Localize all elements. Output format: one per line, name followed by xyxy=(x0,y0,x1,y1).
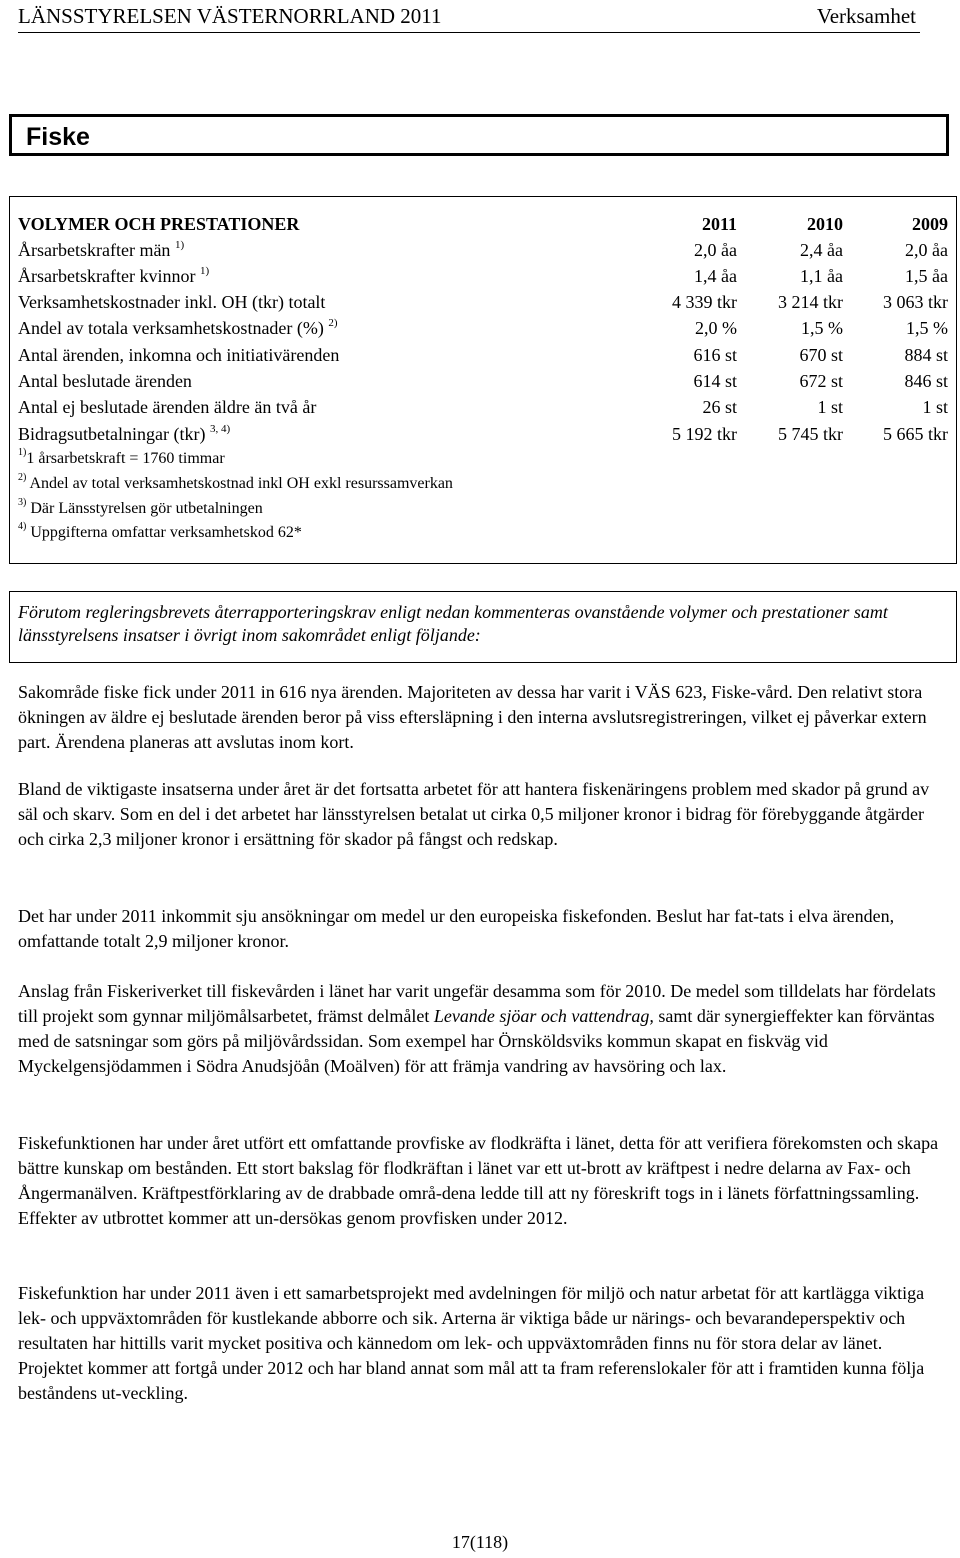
cell-2009: 5 665 tkr xyxy=(883,424,948,444)
cell-2011: 5 192 tkr xyxy=(672,424,737,444)
paragraph-1: Sakområde fiske fick under 2011 in 616 nya ärenden. Majoriteten av dessa har varit i VÄS 623, Fiske-vård. Den relativt stora ökningen av äldre ej beslutade ärenden beror på viss eftersläpning i den interna avslutsregistreringen, vilket ej påverkar extern part. Ärendena planeras att avslutas inom kort. xyxy=(18,682,927,752)
paragraph-4-italic: Levande sjöar och vattendrag, xyxy=(433,1006,654,1026)
cell-2011: 26 st xyxy=(702,397,737,417)
row-label: Antal ej beslutade ärenden äldre än två år xyxy=(18,397,317,417)
footnote: $^{2)}$ Andel av total verksamhetskostnad inkl OH exkl resurssamverkan xyxy=(18,472,453,492)
cell-2009: 3 063 tkr xyxy=(883,292,948,312)
year-2010: 2010 xyxy=(807,214,843,234)
row-label: Antal ärenden, inkomna och initiativärenden xyxy=(18,345,340,365)
row-label: Andel av totala verksamhetskostnader (%) $^{2)}$ xyxy=(18,317,338,338)
cell-2010: 1 st xyxy=(817,397,843,417)
row-label: Årsarbetskrafter män $^{1)}$ xyxy=(18,239,185,260)
table-header-row xyxy=(18,213,948,239)
footnote: $^{4)}$ Uppgifterna omfattar verksamhetskod 62* xyxy=(18,521,302,541)
year-2009: 2009 xyxy=(912,214,948,234)
cell-2011: 1,4 åa xyxy=(694,266,737,286)
running-header-section: Verksamhet xyxy=(816,4,916,28)
row-label: Antal beslutade ärenden xyxy=(18,371,192,391)
cell-2010: 670 st xyxy=(799,345,843,365)
paragraph-5: Fiskefunktionen har under året utfört ett omfattande provfiske av flodkräfta i länet, detta för att verifiera förekomsten och skapa bättre kunskap om bestånden. Ett stort bakslag för flodkräftan i länet var ett ut-brott av kräftpest i nedre delarna av Fax- och Ångermanälven. Kräftpestförklaring av de drabbade områ-dena ledde till att ny föreskrift togs in i länets författningssamling. Effekter av utbrottet kommer att un-dersökas genom provfisken under 2012. xyxy=(18,1133,939,1228)
footnote: $^{3)}$ Där Länsstyrelsen gör utbetalningen xyxy=(18,497,263,517)
cell-2009: 1,5 % xyxy=(906,318,948,338)
row-label: Bidragsutbetalningar (tkr) $^{3, 4)}$ xyxy=(18,423,231,444)
table-row xyxy=(18,396,948,422)
paragraph-4: Anslag från Fiskeriverket till fiskevården i länet har varit ungefär desamma som för 2010. De medel som tilldelats har fördelats till projekt som gynnar miljömålsarbetet, främst delmålet Levande sjöar och vattendrag, samt där synergieffekter kan förväntas med de satsningar som görs på miljövårdssidan. Som exempel har Örnsköldsviks kommun skapat en fiskväg vid Myckelgensjödammen i Södra Anudsjöån (Moälven) för att främja vandring av havsöring och lax. xyxy=(18,981,936,1076)
cell-2009: 2,0 åa xyxy=(905,240,948,260)
cell-2010: 672 st xyxy=(799,371,843,391)
cell-2011: 614 st xyxy=(693,371,737,391)
cell-2010: 5 745 tkr xyxy=(778,424,843,444)
table-row xyxy=(18,423,948,449)
intro-text: Förutom regleringsbrevets återrapporteringskrav enligt nedan kommenteras ovanstående volymer och prestationer samt länsstyrelsens insatser i övrigt inom sakområdet enligt följande: xyxy=(18,602,888,645)
cell-2010: 1,1 åa xyxy=(800,266,843,286)
cell-2010: 3 214 tkr xyxy=(778,292,843,312)
section-title: Fiske xyxy=(26,123,90,151)
table-row xyxy=(18,239,948,265)
section-heading-box xyxy=(9,114,949,156)
paragraph-6: Fiskefunktion har under 2011 även i ett samarbetsprojekt med avdelningen för miljö och natur arbetat för att kartlägga viktiga lek- och uppväxtområden för kustlekande abborre och sik. Arterna är viktiga både ur närings- och bevarandeperspektiv och resultaten har hittills varit mycket positiva och kännedom om lek- och uppväxtområden finns nu för stora delar av länet. Projektet kommer att fortgå under 2012 och har bland annat som mål att ta fram referenslokaler för att i framtiden kunna följa beståndens ut-veckling. xyxy=(18,1283,925,1403)
table-row xyxy=(18,317,948,343)
paragraph-3: Det har under 2011 inkommit sju ansökningar om medel ur den europeiska fiskefonden. Beslut har fat-tats i elva ärenden, omfattande totalt 2,9 miljoner kronor. xyxy=(18,906,895,951)
cell-2009: 846 st xyxy=(904,371,948,391)
footnote: $^{1)}$1 årsarbetskraft = 1760 timmar xyxy=(18,447,225,467)
page-number: 17(118) xyxy=(451,1532,509,1552)
paragraph-2: Bland de viktigaste insatserna under året är det fortsatta arbetet för att hantera fiskenäringens problem med skador på grund av säl och skarv. Som en del i det arbetet har länsstyrelsen betalat ut cirka 0,5 miljoner kronor i bidrag för förebyggande åtgärder och cirka 2,3 miljoner kronor i ersättning för skador på fångst och redskap. xyxy=(18,779,930,849)
cell-2010: 1,5 % xyxy=(801,318,843,338)
table-title: VOLYMER OCH PRESTATIONER xyxy=(18,214,300,234)
cell-2009: 1,5 åa xyxy=(905,266,948,286)
table-row xyxy=(18,291,948,317)
running-header-org: LÄNSSTYRELSEN VÄSTERNORRLAND 2011 xyxy=(18,4,442,28)
year-2011: 2011 xyxy=(701,214,737,234)
table-row xyxy=(18,265,948,291)
header-rule xyxy=(18,32,920,33)
cell-2011: 2,0 % xyxy=(695,318,737,338)
row-label: Årsarbetskrafter kvinnor $^{1)}$ xyxy=(18,265,210,286)
cell-2010: 2,4 åa xyxy=(800,240,843,260)
cell-2009: 884 st xyxy=(904,345,948,365)
table-row xyxy=(18,344,948,370)
cell-2011: 2,0 åa xyxy=(694,240,737,260)
cell-2011: 616 st xyxy=(693,345,737,365)
row-label: Verksamhetskostnader inkl. OH (tkr) totalt xyxy=(18,292,326,312)
cell-2011: 4 339 tkr xyxy=(672,292,737,312)
table-row xyxy=(18,370,948,396)
cell-2009: 1 st xyxy=(922,397,948,417)
